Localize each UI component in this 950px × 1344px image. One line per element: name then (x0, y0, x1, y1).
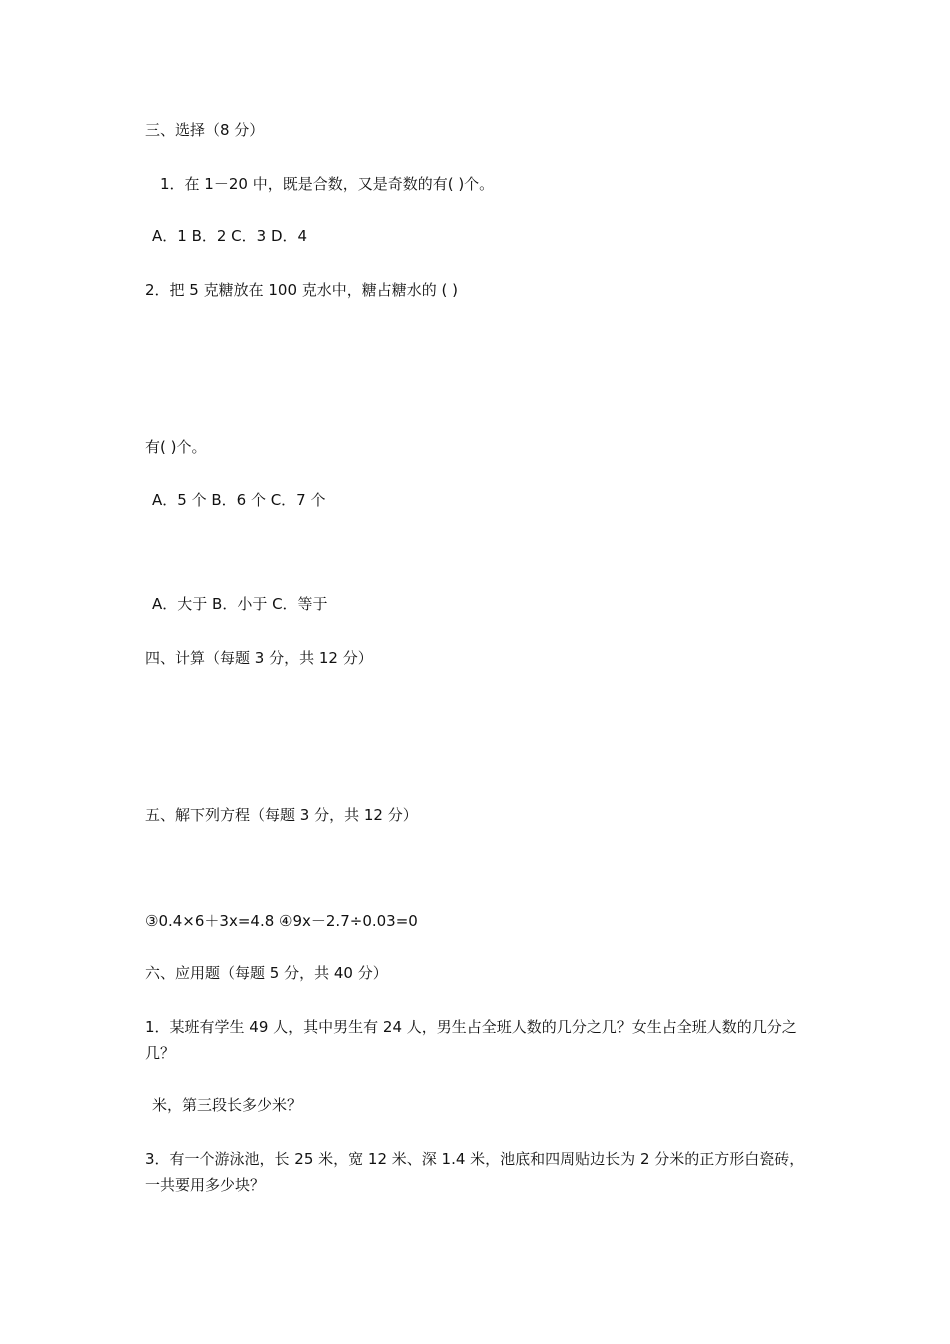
section-6-heading: 六、应用题（每题 5 分，共 40 分） (145, 964, 388, 982)
s3-question-2: 2．把 5 克糖放在 100 克水中，糖占糖水的 ( ) (145, 281, 459, 299)
s3-options-compare: A．大于 B．小于 C．等于 (152, 595, 328, 613)
s3-question-1-options: A．1 B．2 C．3 D．4 (152, 227, 308, 245)
s6-question-3: 3．有一个游泳池，长 25 米，宽 12 米、深 1.4 米，池底和四周贴边长为 2 分米的正方形白瓷砖，一共要用多少块？ (145, 1150, 805, 1194)
section-4-heading: 四、计算（每题 3 分，共 12 分） (145, 649, 373, 667)
section-3-heading: 三、选择（8 分） (145, 121, 265, 139)
s3-question-1: 1．在 1－20 中，既是合数，又是奇数的有( )个。 (160, 175, 495, 193)
s3-fragment: 有( )个。 (145, 438, 207, 456)
s6-question-2-fragment: 米，第三段长多少米？ (152, 1096, 303, 1114)
s3-options-count: A．5 个 B．6 个 C．7 个 (152, 491, 326, 509)
s6-question-1: 1．某班有学生 49 人，其中男生有 24 人，男生占全班人数的几分之几？女生占全班人数的几分之几？ (145, 1018, 797, 1062)
section-5-heading: 五、解下列方程（每题 3 分，共 12 分） (145, 806, 418, 824)
s5-equations: ③0.4×6＋3x=4.8 ④9x－2.7÷0.03=0 (145, 912, 418, 930)
